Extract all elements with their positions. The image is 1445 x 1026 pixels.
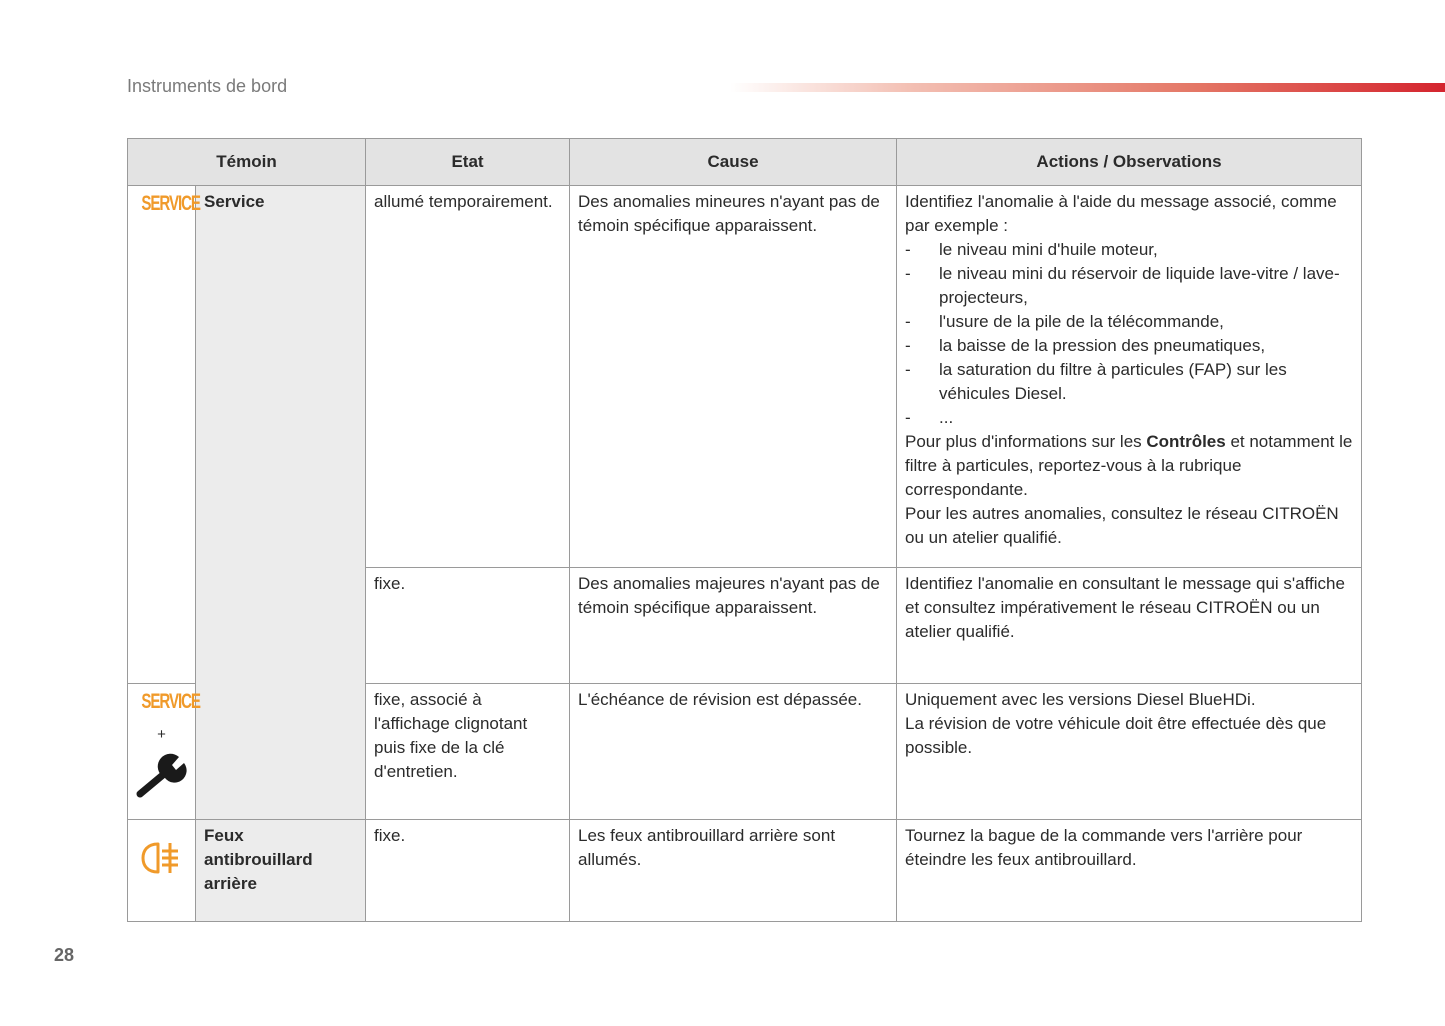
etat-cell: fixe.	[366, 820, 570, 922]
bullet-item: - le niveau mini d'huile moteur,	[905, 240, 1158, 259]
service-name: Service	[196, 186, 366, 820]
service-wrench-icon-cell	[128, 684, 200, 820]
wrench-icon	[135, 751, 189, 799]
actions-cell: Identifiez l'anomalie en consultant le message qui s'affiche et consultez impérativement le réseau CITROËN ou un atelier qualifié.	[897, 568, 1362, 684]
header-actions: Actions / Observations	[897, 139, 1362, 186]
service-icon: SERVICE	[141, 690, 200, 713]
actions-cell	[897, 186, 1362, 568]
bullet-item: - l'usure de la pile de la télécommande,	[905, 312, 1224, 331]
page-number: 28	[54, 945, 75, 965]
other-anomalies: Pour les autres anomalies, consultez le réseau CITROËN ou un atelier qualifié.	[905, 504, 1339, 547]
bullet-item: - ...	[905, 408, 954, 427]
table-header-row	[128, 139, 1362, 186]
etat-cell: fixe, associé à l'affichage clignotant puis fixe de la clé d'entretien.	[366, 684, 570, 820]
fog-light-icon-cell	[128, 820, 196, 922]
more-info: Pour plus d'informations sur les Contrôles et notamment le filtre à particules, reportez-vous à la rubrique correspondante.	[905, 432, 1353, 499]
actions-cell: Uniquement avec les versions Diesel BlueHDi. La révision de votre véhicule doit être effectuée dès que possible.	[897, 684, 1362, 820]
bullet-item: - la saturation du filtre à particules (FAP) sur les véhicules Diesel.	[905, 360, 1287, 403]
table-row	[128, 186, 1362, 568]
fog-name: Feux antibrouillard arrière	[196, 820, 366, 922]
header-cause: Cause	[570, 139, 897, 186]
cause-cell: Des anomalies majeures n'ayant pas de témoin spécifique apparaissent.	[570, 568, 897, 684]
table-row	[128, 820, 1362, 922]
bullet-item: - le niveau mini du réservoir de liquide lave-vitre / lave-projecteurs,	[905, 264, 1340, 307]
service-icon: SERVICE	[141, 192, 200, 215]
header-accent-bar	[730, 83, 1445, 92]
bullet-item: - la baisse de la pression des pneumatiques,	[905, 336, 1266, 355]
header-temoin: Témoin	[128, 139, 366, 186]
etat-cell: allumé temporairement.	[366, 186, 570, 568]
warning-lights-table	[127, 138, 1362, 922]
etat-cell: fixe.	[366, 568, 570, 684]
plus-sign: +	[157, 726, 166, 743]
cause-cell: Les feux antibrouillard arrière sont allumés.	[570, 820, 897, 922]
actions-intro: Identifiez l'anomalie à l'aide du message associé, comme par exemple :	[905, 192, 1337, 235]
cause-cell: Des anomalies mineures n'ayant pas de témoin spécifique apparaissent.	[570, 186, 897, 568]
section-title: Instruments de bord	[127, 76, 288, 96]
cause-cell: L'échéance de révision est dépassée.	[570, 684, 897, 820]
service-icon-cell	[128, 186, 200, 684]
actions-cell: Tournez la bague de la commande vers l'arrière pour éteindre les feux antibrouillard.	[897, 820, 1362, 922]
header-etat: Etat	[366, 139, 570, 186]
rear-fog-light-icon	[138, 838, 186, 878]
